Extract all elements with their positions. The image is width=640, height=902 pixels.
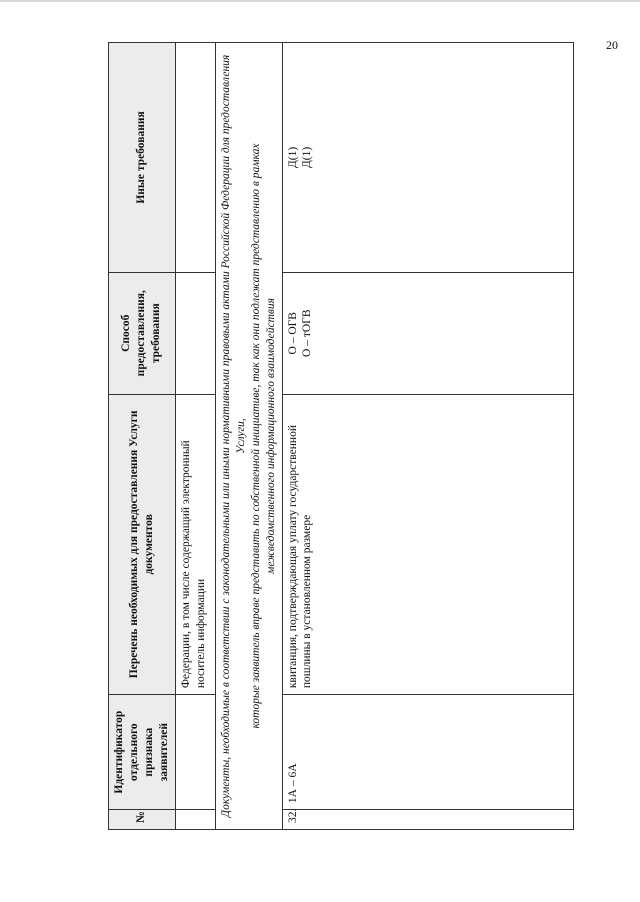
table-header-row — [109, 43, 176, 830]
section-note-row — [215, 43, 282, 830]
note-line: Документы, необходимые в соответствии с законодательными или иными нормативными правовыми актами Российской Федерации для предоставления Услуги, — [219, 54, 247, 818]
header-documents: Перечень необходимых для предоставления Услуги документов — [109, 394, 176, 695]
header-other: Иные требования — [109, 43, 176, 273]
header-identifier: Идентификатор отдельного признака заявителей — [109, 695, 176, 810]
cell-empty — [175, 695, 215, 810]
section-note — [215, 43, 282, 830]
header-method: Способ предоставления, требования — [109, 272, 176, 394]
requirements-table — [108, 42, 574, 830]
cell-continuation-text — [175, 394, 215, 695]
cell-empty — [175, 43, 215, 273]
continuation-line: носитель информации — [194, 578, 207, 689]
continuation-line: Федерации, в том числе содержащий электронный — [179, 440, 192, 689]
row-method — [282, 272, 574, 394]
table-row-continuation — [175, 43, 215, 830]
page-number: 20 — [606, 38, 618, 52]
row-other — [282, 43, 574, 273]
note-line: межведомственного информационного взаимодействия — [264, 298, 277, 574]
rotated-table-wrapper — [108, 42, 574, 830]
other-line: Д(1) — [301, 146, 314, 169]
method-line: О – тОГВ — [301, 309, 314, 357]
scan-edge-line — [0, 0, 640, 2]
document-line: пошлины в установленном размере — [301, 514, 314, 689]
header-number: № — [109, 810, 176, 830]
cell-empty — [175, 272, 215, 394]
document-line: квитанция, подтверждающая уплату государственной — [286, 425, 299, 689]
row-identifier: 1А – 6А — [282, 695, 574, 810]
method-line: О – ОГВ — [286, 312, 299, 355]
cell-empty — [175, 810, 215, 830]
other-line: Д(1) — [286, 146, 299, 169]
row-documents — [282, 394, 574, 695]
table-row — [282, 43, 574, 830]
row-number: 32. — [282, 810, 574, 830]
note-line: которые заявитель вправе представить по собственной инициативе, так как они подлежат представлению в рамках — [249, 143, 262, 729]
